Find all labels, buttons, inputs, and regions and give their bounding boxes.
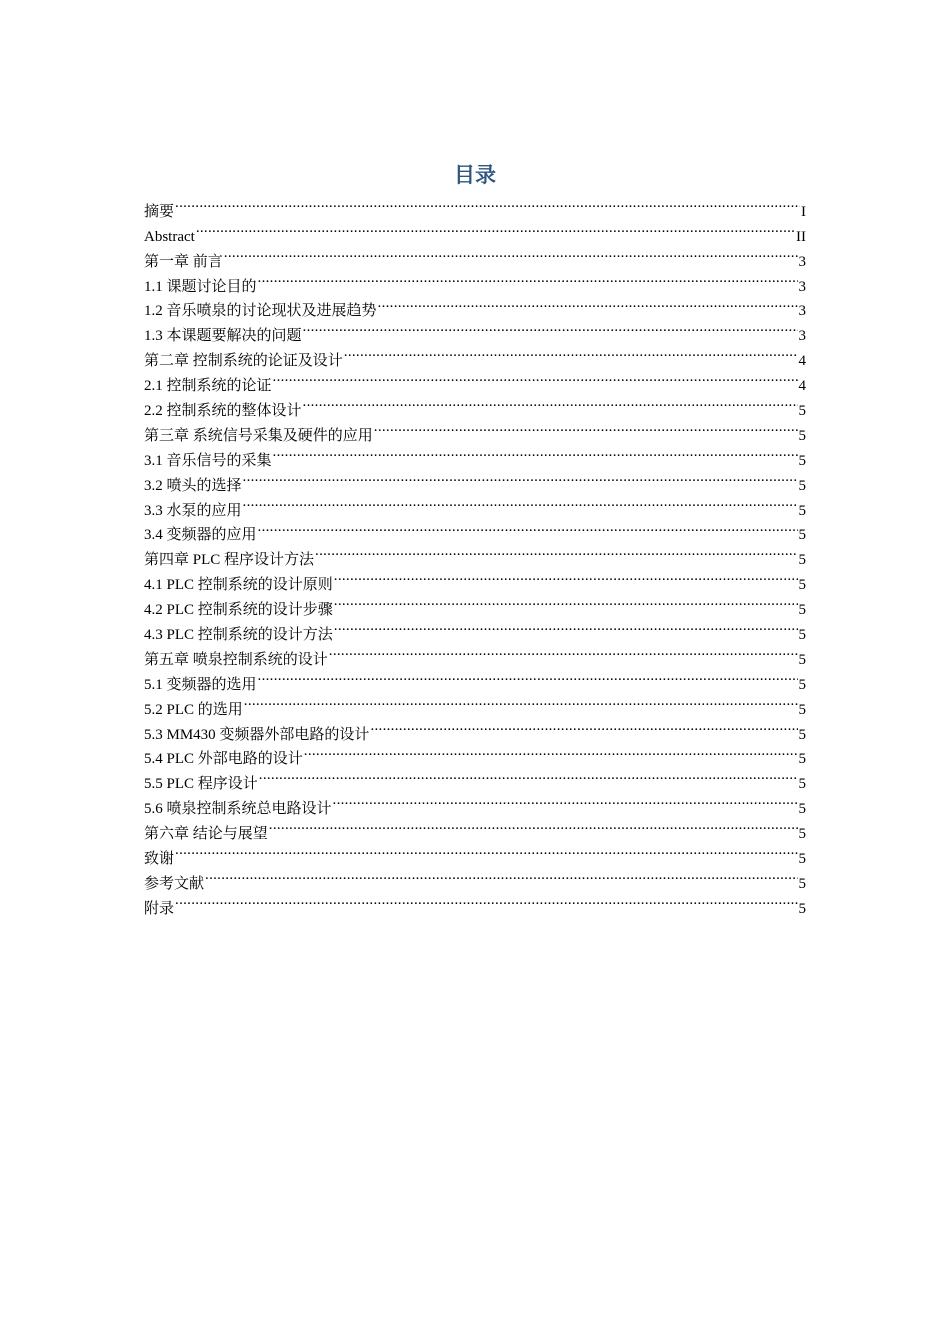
toc-entry-label: 2.1 控制系统的论证	[144, 378, 272, 395]
dot-leader	[243, 465, 798, 490]
toc-entry-label: 第六章 结论与展望	[144, 826, 268, 843]
toc-entry-page-number: 5	[798, 826, 806, 843]
dot-leader	[334, 564, 798, 589]
toc-entry[interactable]	[144, 266, 806, 295]
toc-entry[interactable]	[144, 888, 806, 917]
toc-entry-page-number: 4	[798, 353, 806, 370]
dot-leader	[196, 216, 795, 241]
toc-entry-page-number: 3	[798, 328, 806, 345]
toc-entry-page-number: 5	[798, 502, 806, 519]
toc-entry-page-number: 5	[798, 602, 806, 619]
toc-entry-label: 3.1 音乐信号的采集	[144, 452, 272, 469]
dot-leader	[304, 739, 798, 764]
toc-entry-page-number: 5	[798, 627, 806, 644]
dot-leader	[244, 689, 798, 714]
toc-entry-page-number: 5	[798, 726, 806, 743]
dot-leader	[334, 589, 798, 614]
dot-leader	[273, 365, 798, 390]
toc-entry-page-number: 5	[798, 552, 806, 569]
toc-entry-label: 1.3 本课题要解决的问题	[144, 328, 302, 345]
toc-entry-page-number: 5	[798, 776, 806, 793]
toc-entry-page-number: 3	[798, 278, 806, 295]
dot-leader	[374, 415, 798, 440]
toc-entry-label: 参考文献	[144, 875, 205, 892]
toc-entry-label: 4.2 PLC 控制系统的设计步骤	[144, 602, 333, 619]
dot-leader	[175, 838, 797, 863]
dot-leader	[175, 888, 797, 913]
toc-entry[interactable]	[144, 241, 806, 270]
toc-entry-label: 1.1 课题讨论目的	[144, 278, 257, 295]
toc-title: 目录	[454, 163, 496, 187]
toc-entry-label: Abstract	[144, 228, 195, 245]
dot-leader	[205, 863, 797, 888]
toc-entry-label: 5.6 喷泉控制系统总电路设计	[144, 801, 332, 818]
toc-entry[interactable]	[144, 191, 806, 220]
dot-leader	[370, 714, 797, 739]
toc-entry-page-number: 5	[798, 452, 806, 469]
toc-entry-label: 5.3 MM430 变频器外部电路的设计	[144, 726, 370, 743]
toc-entry-label: 5.5 PLC 程序设计	[144, 776, 258, 793]
toc-entry-label: 2.2 控制系统的整体设计	[144, 403, 302, 420]
dot-leader	[334, 614, 798, 639]
dot-leader	[303, 315, 798, 340]
toc-entry-page-number: 5	[798, 875, 806, 892]
toc-entry-label: 第一章 前言	[144, 253, 223, 270]
toc-entry-label: 5.4 PLC 外部电路的设计	[144, 751, 303, 768]
toc-entry-label: 4.1 PLC 控制系统的设计原则	[144, 577, 333, 594]
toc-entry-page-number: 3	[798, 303, 806, 320]
toc-entry-label: 第二章 控制系统的论证及设计	[144, 353, 343, 370]
dot-leader	[224, 241, 798, 266]
toc-entry-page-number: 5	[798, 751, 806, 768]
toc-entry-label: 3.2 喷头的选择	[144, 477, 242, 494]
toc-entry-label: 附录	[144, 900, 175, 917]
dot-leader	[378, 291, 798, 316]
toc-entry-page-number: II	[796, 228, 806, 245]
dot-leader	[243, 490, 798, 515]
toc-entry-label: 摘要	[144, 203, 175, 220]
toc-entry[interactable]	[144, 490, 806, 519]
dot-leader	[175, 191, 800, 216]
toc-entry[interactable]	[144, 863, 806, 892]
toc-entry[interactable]	[144, 689, 806, 718]
toc-entry[interactable]	[144, 838, 806, 868]
dot-leader	[344, 340, 798, 365]
dot-leader	[333, 788, 798, 813]
toc-entry-label: 4.3 PLC 控制系统的设计方法	[144, 627, 333, 644]
toc-entry-label: 3.4 变频器的应用	[144, 527, 257, 544]
table-of-contents	[144, 191, 806, 917]
toc-entry-page-number: 5	[798, 477, 806, 494]
toc-entry-label: 5.1 变频器的选用	[144, 676, 257, 693]
toc-entry-page-number: 5	[798, 651, 806, 668]
toc-entry[interactable]	[144, 465, 806, 494]
toc-entry-label: 5.2 PLC 的选用	[144, 701, 243, 718]
dot-leader	[329, 639, 798, 664]
toc-entry-page-number: I	[801, 203, 806, 220]
toc-entry-page-number: 5	[798, 427, 806, 444]
dot-leader	[315, 539, 797, 564]
toc-entry-page-number: 4	[798, 378, 806, 395]
toc-entry-page-number: 5	[798, 900, 806, 917]
dot-leader	[303, 390, 798, 415]
toc-entry-page-number: 5	[798, 676, 806, 693]
toc-entry-page-number: 3	[798, 253, 806, 270]
toc-entry-page-number: 5	[798, 801, 806, 818]
dot-leader	[258, 664, 798, 689]
toc-entry-label: 致谢	[144, 851, 175, 868]
toc-entry-page-number: 5	[798, 577, 806, 594]
toc-entry-page-number: 5	[798, 403, 806, 420]
toc-entry-page-number: 5	[798, 851, 806, 868]
toc-entry-label: 第三章 系统信号采集及硬件的应用	[144, 427, 373, 444]
toc-entry-label: 3.3 水泵的应用	[144, 502, 242, 519]
dot-leader	[258, 515, 798, 540]
dot-leader	[258, 266, 798, 291]
toc-entry-page-number: 5	[798, 701, 806, 718]
toc-entry-label: 第四章 PLC 程序设计方法	[144, 552, 315, 569]
toc-entry-page-number: 5	[798, 527, 806, 544]
toc-entry[interactable]	[144, 216, 806, 245]
dot-leader	[273, 440, 798, 465]
dot-leader	[269, 813, 798, 838]
toc-entry-label: 第五章 喷泉控制系统的设计	[144, 651, 328, 668]
dot-leader	[259, 763, 798, 788]
toc-entry-label: 1.2 音乐喷泉的讨论现状及进展趋势	[144, 303, 377, 320]
toc-entry[interactable]	[144, 515, 806, 544]
